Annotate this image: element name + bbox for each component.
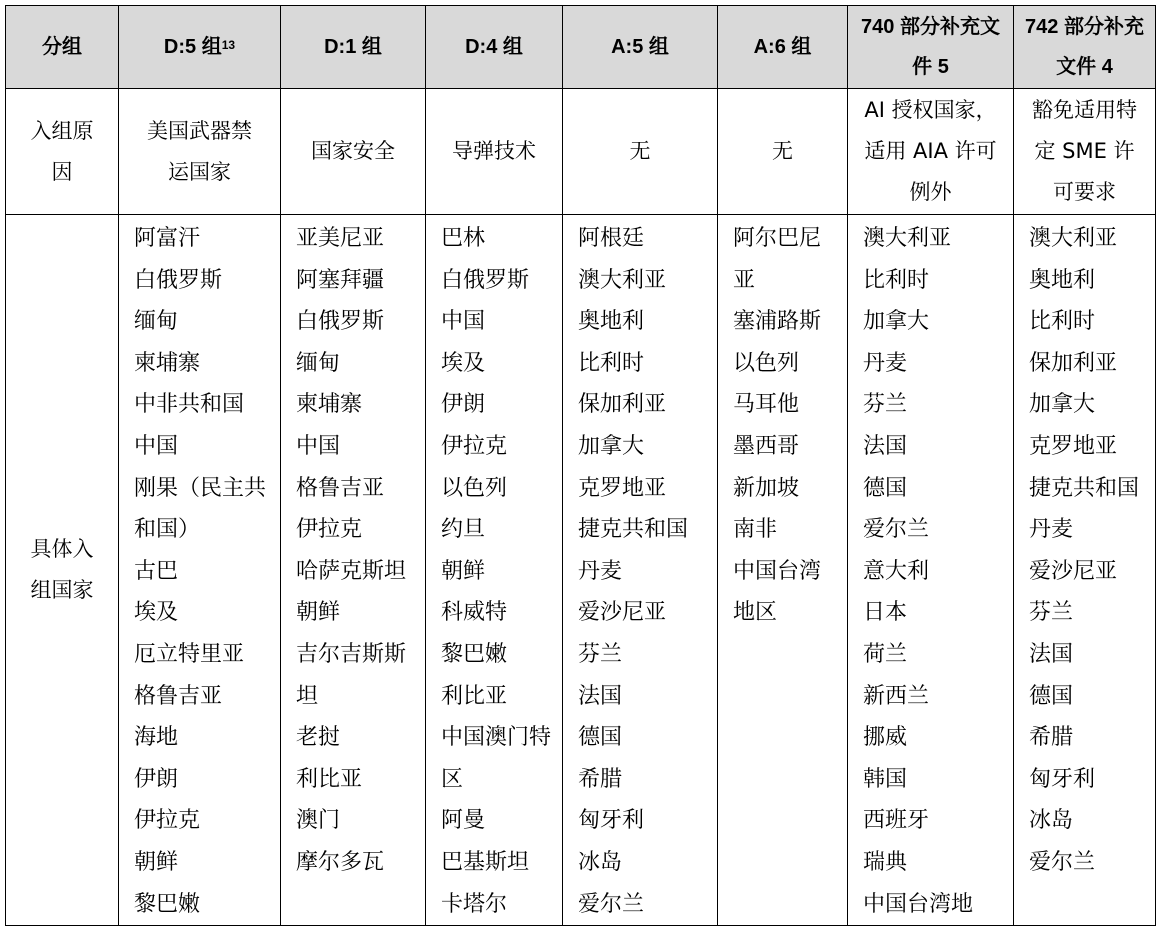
country-item: 埃及: [441, 350, 486, 376]
country-item: 爱沙尼亚: [578, 600, 667, 626]
country-item: 澳大利亚: [578, 267, 667, 293]
country-item: 爱沙尼亚: [1029, 558, 1118, 584]
country-item: 奥地利: [578, 309, 645, 335]
country-item: 新西兰: [863, 683, 930, 709]
country-item: 丹麦: [1029, 517, 1074, 543]
country-item: 芬兰: [1029, 600, 1074, 626]
reason-d5: 美国武器禁运国家: [119, 89, 281, 215]
country-item: 约旦: [441, 517, 486, 543]
country-item: 白俄罗斯: [441, 267, 530, 293]
header-a5: A:5 组: [563, 6, 718, 89]
country-item: 保加利亚: [578, 392, 667, 418]
country-item: 伊拉克: [441, 433, 508, 459]
country-item: 阿塞拜疆: [296, 267, 385, 293]
country-item: 法国: [1029, 641, 1074, 667]
country-item: 丹麦: [578, 558, 623, 584]
country-item: 亚美尼亚: [296, 226, 385, 251]
country-item: 科威特: [441, 600, 508, 626]
country-item: 德国: [863, 475, 908, 501]
country-item: 捷克共和国: [578, 517, 689, 543]
country-item: 澳大利亚: [863, 226, 952, 251]
countries-row: [6, 215, 1156, 926]
country-item: 加拿大: [1029, 392, 1096, 418]
country-item: 埃及: [134, 600, 179, 626]
country-item: 法国: [578, 683, 623, 709]
country-item: 阿尔巴尼亚: [733, 226, 822, 293]
header-row: [6, 6, 1156, 89]
country-item: 芬兰: [578, 641, 623, 667]
reason-d1: 国家安全: [281, 89, 426, 215]
country-item: 刚果（民主共和国）: [134, 475, 267, 543]
countries-supplement-740: [848, 215, 1014, 926]
country-item: 捷克共和国: [1029, 475, 1140, 501]
reason-supplement-740: AI 授权国家，适用 AIA 许可例外: [848, 89, 1014, 215]
country-item: 缅甸: [134, 309, 179, 335]
country-item: 法国: [863, 433, 908, 459]
country-item: 伊朗: [134, 766, 179, 792]
country-item: 日本: [863, 600, 908, 626]
country-item: 荷兰: [863, 641, 908, 667]
country-item: 塞浦路斯: [733, 309, 822, 335]
country-item: 伊朗: [441, 392, 486, 418]
countries-a6: [718, 215, 848, 926]
country-item: 利比亚: [441, 683, 508, 709]
country-item: 挪威: [863, 725, 908, 751]
country-group-table: [5, 5, 1156, 926]
country-item: 德国: [578, 725, 623, 751]
country-item: 南非: [733, 517, 778, 543]
countries-supplement-742: [1014, 215, 1156, 926]
country-item: 马耳他: [733, 392, 800, 418]
reason-supplement-742: 豁免适用特定 SME 许可要求: [1014, 89, 1156, 215]
country-item: 克罗地亚: [578, 475, 667, 501]
country-item: 阿根廷: [578, 226, 645, 251]
country-item: 以色列: [733, 350, 800, 376]
country-item: 爱尔兰: [1029, 849, 1096, 875]
header-d1: D:1 组: [281, 6, 426, 89]
country-item: 缅甸: [296, 350, 341, 376]
country-item: 老挝: [296, 725, 341, 751]
country-item: 朝鲜: [134, 849, 179, 875]
country-item: 加拿大: [863, 309, 930, 335]
country-item: 白俄罗斯: [296, 309, 385, 335]
country-item: 澳大利亚: [1029, 226, 1118, 251]
country-item: 比利时: [863, 267, 930, 293]
country-item: 柬埔寨: [296, 392, 363, 418]
country-item: 朝鲜: [296, 600, 341, 626]
country-item: 意大利: [863, 558, 930, 584]
reason-d4: 导弹技术: [426, 89, 563, 215]
reason-a6: 无: [718, 89, 848, 215]
country-item: 阿曼: [441, 808, 486, 834]
countries-d5: [119, 215, 281, 926]
country-item: 摩尔多瓦: [296, 849, 385, 875]
country-item: 新加坡: [733, 475, 800, 501]
country-item: 澳门: [296, 808, 341, 834]
country-item: 格鲁吉亚: [134, 683, 223, 709]
country-item: 白俄罗斯: [134, 267, 223, 293]
country-item: 匈牙利: [578, 808, 645, 834]
country-item: 比利时: [1029, 309, 1096, 335]
countries-label: 具体入组国家: [6, 215, 119, 926]
country-item: 墨西哥: [733, 433, 800, 459]
country-item: 吉尔吉斯斯坦: [296, 641, 407, 709]
country-item: 西班牙: [863, 808, 930, 834]
country-item: 卡塔尔: [441, 891, 508, 917]
header-supplement-742: 742 部分补充文件 4: [1014, 6, 1156, 89]
country-item: 冰岛: [578, 849, 623, 875]
country-item: 中国: [134, 433, 179, 459]
country-item: 黎巴嫩: [134, 891, 201, 917]
country-item: 朝鲜: [441, 558, 486, 584]
header-d5: [119, 6, 281, 89]
country-item: 伊拉克: [134, 808, 201, 834]
country-item: 芬兰: [863, 392, 908, 418]
country-item: 中国澳门特区: [441, 725, 552, 792]
country-item: 中国: [441, 309, 486, 335]
country-item: 瑞典: [863, 849, 908, 875]
country-item: 冰岛: [1029, 808, 1074, 834]
country-item: 爱尔兰: [863, 517, 930, 543]
country-item: 中国台湾地区: [733, 558, 822, 626]
country-item: 奥地利: [1029, 267, 1096, 293]
country-item: 加拿大: [578, 433, 645, 459]
country-item: 巴基斯坦: [441, 849, 530, 875]
country-item: 匈牙利: [1029, 766, 1096, 792]
header-supplement-740: 740 部分补充文件 5: [848, 6, 1014, 89]
country-item: 格鲁吉亚: [296, 475, 385, 501]
reason-a5: 无: [563, 89, 718, 215]
reason-label: 入组原因: [6, 89, 119, 215]
header-d5-label: D:5 组: [163, 36, 222, 58]
country-item: 海地: [134, 725, 179, 751]
country-item: 韩国: [863, 766, 908, 792]
countries-d1: [281, 215, 426, 926]
country-item: 希腊: [578, 766, 623, 792]
reason-row: [6, 89, 1156, 215]
country-item: 黎巴嫩: [441, 641, 508, 667]
header-a6: A:6 组: [718, 6, 848, 89]
country-item: 哈萨克斯坦: [296, 558, 407, 584]
header-d4: D:4 组: [426, 6, 563, 89]
country-item: 德国: [1029, 683, 1074, 709]
country-item: 保加利亚: [1029, 350, 1118, 376]
country-item: 丹麦: [863, 350, 908, 376]
country-item: 阿富汗: [134, 226, 201, 251]
header-group: 分组: [6, 6, 119, 89]
country-item: 爱尔兰: [578, 891, 645, 917]
country-item: 以色列: [441, 475, 508, 501]
country-item: 柬埔寨: [134, 350, 201, 376]
country-item: 中国台湾地: [863, 891, 974, 917]
country-item: 巴林: [441, 226, 486, 251]
country-item: 古巴: [134, 558, 179, 584]
country-item: 中国: [296, 433, 341, 459]
country-item: 中非共和国: [134, 392, 245, 418]
country-item: 伊拉克: [296, 517, 363, 543]
country-item: 比利时: [578, 350, 645, 376]
country-item: 希腊: [1029, 725, 1074, 751]
countries-a5: [563, 215, 718, 926]
country-item: 利比亚: [296, 766, 363, 792]
country-item: 厄立特里亚: [134, 641, 245, 667]
footnote-marker: 13: [221, 38, 236, 52]
country-item: 克罗地亚: [1029, 433, 1118, 459]
countries-d4: [426, 215, 563, 926]
